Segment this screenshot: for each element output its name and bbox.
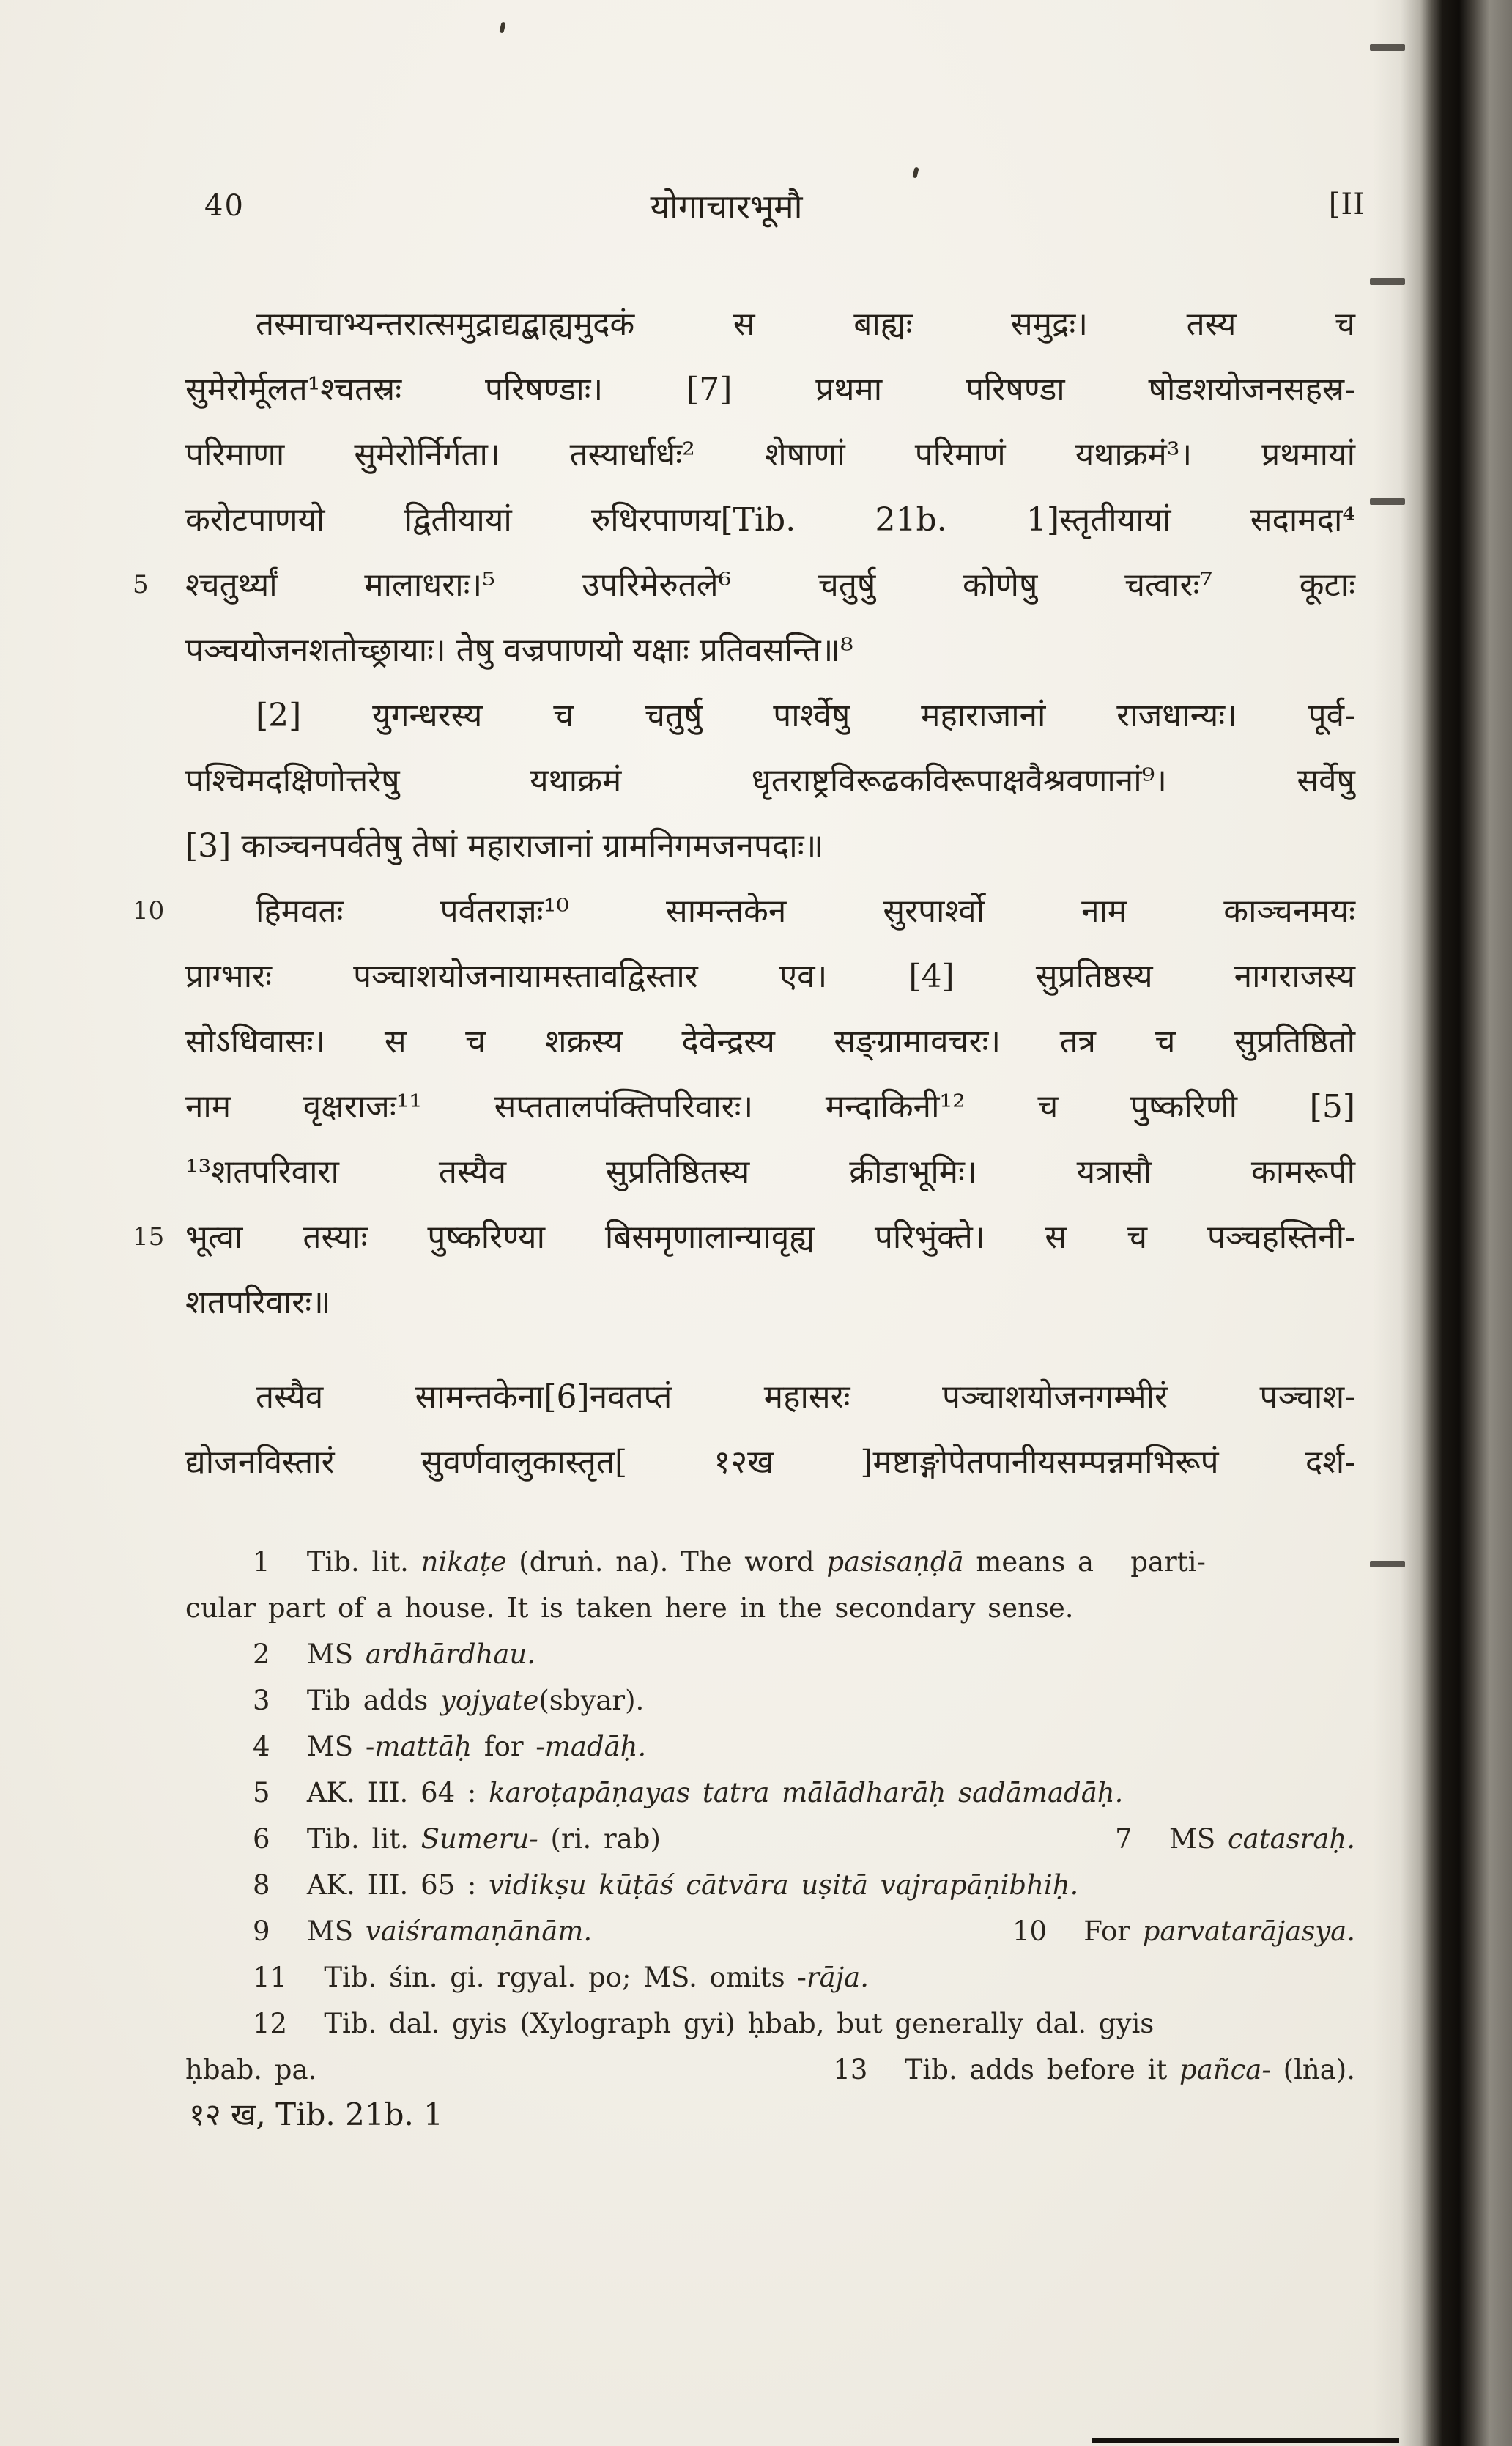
scan-artifact	[1370, 498, 1405, 505]
body-line	[185, 357, 1355, 422]
footnote-text: 12 Tib. dal. gyis (Xylograph gyi) ḥbab, but generally dal. gyis	[253, 2008, 1155, 2039]
footnote-text: 13 Tib. adds before it pañca- (lṅa).	[833, 2054, 1355, 2085]
section-ref: [II	[1328, 188, 1365, 221]
body-line-text: तस्माचाभ्यन्तरात्समुद्राद्यद्बाह्यमुदकं स बाह्यः समुद्रः। तस्य च	[256, 306, 1355, 343]
body-line-text: तस्यैव सामन्तकेना[6]नवतप्तं महासरः पञ्चाशयोजनगम्भीरं पञ्चाश-	[256, 1378, 1355, 1416]
scan-artifact	[499, 21, 505, 33]
footnote-text: 10 For parvatarājasya.	[1012, 1915, 1355, 1947]
scan-artifact	[1370, 278, 1405, 285]
body-line	[185, 683, 1355, 748]
body-line-text: पश्चिमदक्षिणोत्तरेषु यथाक्रमं धृतराष्ट्रविरूढकविरूपाक्षवैश्रवणानां⁹। सर्वेषु	[185, 762, 1355, 799]
scan-artifact	[1370, 1561, 1405, 1567]
body-line	[185, 944, 1355, 1009]
body-line	[185, 618, 1355, 683]
body-line-text: प्राग्भारः पञ्चाशयोजनायामस्तावद्विस्तार एव। [4] सुप्रतिष्ठस्य नागराजस्य	[185, 958, 1355, 995]
footnote-line	[185, 1723, 1355, 1770]
footnote-line	[185, 2047, 1355, 2093]
scan-artifact	[1092, 2438, 1399, 2443]
body-line	[185, 1270, 1355, 1335]
body-text	[133, 292, 1355, 1495]
body-line-text: ¹³शतपरिवारा तस्यैव सुप्रतिष्ठितस्य क्रीडाभूमिः। यत्रासौ कामरूपी	[185, 1153, 1355, 1191]
body-line	[185, 748, 1355, 813]
page-number: 40	[204, 189, 245, 223]
body-line	[185, 1364, 1355, 1430]
body-line	[133, 553, 1355, 618]
body-line-text: परिमाणा सुमेरोर्निर्गता। तस्यार्धार्धः² शेषाणां परिमाणं यथाक्रमं³। प्रथमायां	[185, 436, 1355, 473]
footnote-text: 1 Tib. lit. nikaṭe (druṅ. na). The word pasisaṇḍā means a parti-	[253, 1546, 1206, 1578]
body-line-text: करोटपाणयो द्वितीयायां रुधिरपाणय[Tib. 21b. 1]स्तृतीयायां सदामदा⁴	[185, 501, 1355, 539]
body-line-text: हिमवतः पर्वतराज्ञः¹⁰ सामन्तकेन सुरपार्श्वो नाम काञ्चनमयः	[256, 893, 1355, 930]
footnote-text: 11 Tib. śin. gi. rgyal. po; MS. omits -rāja.	[253, 1962, 869, 1993]
footnote-text: 6 Tib. lit. Sumeru- (ri. rab)	[253, 1823, 661, 1855]
footnote-text: 4 MS -mattāḥ for -madāḥ.	[253, 1731, 647, 1762]
footnote-text: 7 MS catasraḥ.	[1115, 1823, 1355, 1855]
body-line-text: द्योजनविस्तारं सुवर्णवालुकास्तृत[ १२ख ]मष्टाङ्गोपेतपानीयसम्पन्नमभिरूपं दर्श-	[185, 1444, 1355, 1481]
footnote-text: ḥbab. pa.	[185, 2054, 317, 2085]
margin-line-number: 15	[133, 1222, 165, 1252]
footnote-line	[185, 1539, 1355, 1585]
body-line-text: श्चतुर्थ्यां मालाधराः।⁵ उपरिमेरुतले⁶ चतुर्षु कोणेषु चत्वारः⁷ कूटाः	[185, 566, 1355, 604]
footnote-line	[185, 2000, 1355, 2047]
footnote-text: 5 AK. III. 64 : karoṭapāṇayas tatra mālādharāḥ sadāmadāḥ.	[253, 1777, 1124, 1808]
footnote-line	[185, 1631, 1355, 1677]
margin-line-number: 5	[133, 570, 149, 599]
page-header	[185, 183, 1365, 234]
footnote-line	[185, 1954, 1355, 2000]
body-line-text: भूत्वा तस्याः पुष्करिण्या बिसमृणालान्यावृह्य परिभुंक्ते। स च पञ्चहस्तिनी-	[185, 1219, 1355, 1256]
scan-artifact	[1370, 44, 1405, 51]
body-line-text: शतपरिवारः॥	[185, 1284, 331, 1321]
margin-line-number: 10	[133, 896, 165, 925]
footnote-line	[185, 1816, 1355, 1862]
footnote-text: 9 MS vaiśramaṇānām.	[253, 1915, 593, 1947]
body-line	[185, 422, 1355, 487]
body-line	[185, 1074, 1355, 1139]
footnote-line	[185, 1770, 1355, 1816]
body-line-text: सोऽधिवासः। स च शक्रस्य देवेन्द्रस्य सङ्ग्रामावचरः। तत्र च सुप्रतिष्ठितो	[185, 1023, 1355, 1060]
body-line	[133, 879, 1355, 944]
footnote-line	[185, 1908, 1355, 1954]
folio-note: १२ ख, Tib. 21b. 1	[189, 2096, 443, 2132]
body-line	[185, 813, 1355, 879]
binding-shadow	[1373, 0, 1512, 2446]
footnote-text: 2 MS ardhārdhau.	[253, 1638, 536, 1670]
scan-artifact	[912, 166, 919, 178]
body-line-text: [3] काञ्चनपर्वतेषु तेषां महाराजानां ग्रामनिगमजनपदाः॥	[185, 827, 823, 865]
body-line	[185, 487, 1355, 553]
body-line	[185, 1009, 1355, 1074]
body-line	[185, 1139, 1355, 1205]
running-title: योगाचारभूमौ	[650, 187, 803, 226]
footnote-text: 3 Tib adds yojyate(sbyar).	[253, 1685, 645, 1716]
footnotes	[185, 1539, 1355, 2093]
body-line-text: सुमेरोर्मूलत¹श्चतस्रः परिषण्डाः। [7] प्रथमा परिषण्डा षोडशयोजनसहस्र-	[185, 371, 1355, 408]
body-line-text: [2] युगन्धरस्य च चतुर्षु पार्श्वेषु महाराजानां राजधान्यः। पूर्व-	[256, 697, 1355, 734]
footnote-text: cular part of a house. It is taken here in the secondary sense.	[185, 1592, 1074, 1624]
footnote-line	[185, 1862, 1355, 1908]
body-line-text: नाम वृक्षराजः¹¹ सप्ततालपंक्तिपरिवारः। मन्दाकिनी¹² च पुष्करिणी [5]	[185, 1088, 1355, 1126]
body-line	[185, 1430, 1355, 1495]
body-line-text: पञ्चयोजनशतोच्छ्रायाः। तेषु वज्रपाणयो यक्षाः प्रतिवसन्ति॥⁸	[185, 632, 853, 669]
body-line	[185, 292, 1355, 357]
footnote-text: 8 AK. III. 65 : vidikṣu kūṭāś cātvāra uṣitā vajrapāṇibhiḥ.	[253, 1869, 1079, 1901]
body-line	[133, 1205, 1355, 1270]
footnote-line	[185, 1677, 1355, 1723]
footnote-line	[185, 1585, 1355, 1631]
